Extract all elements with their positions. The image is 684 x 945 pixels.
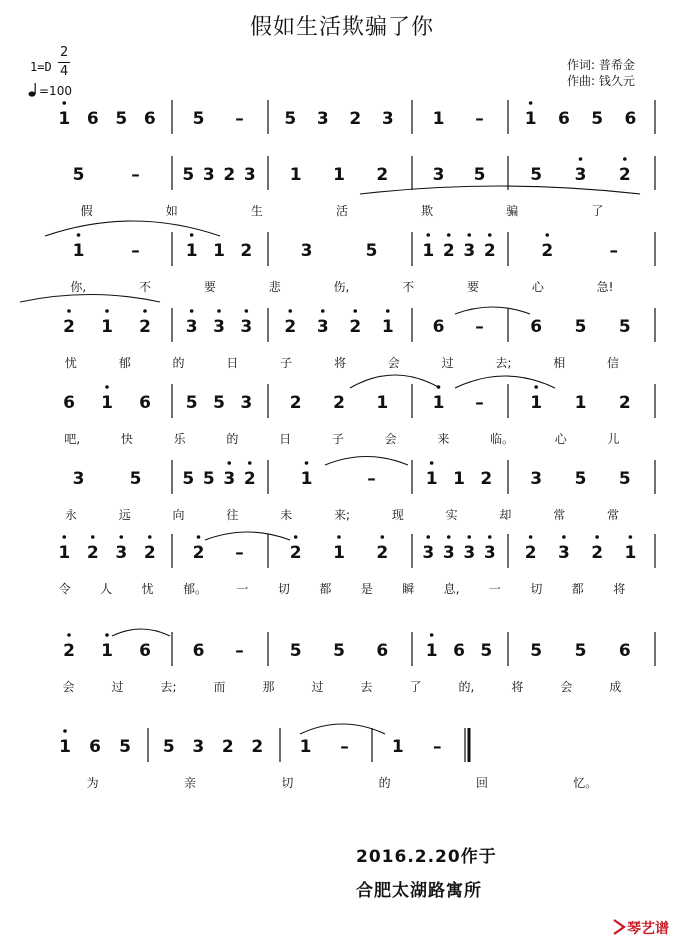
note: 6 bbox=[139, 393, 151, 413]
note: 2 bbox=[524, 543, 537, 563]
octave-dot bbox=[305, 461, 309, 465]
note: 6 bbox=[432, 317, 445, 337]
note: 5 bbox=[182, 165, 195, 185]
sustain-dash: – bbox=[475, 393, 484, 413]
octave-dot bbox=[545, 233, 549, 237]
note: 1 bbox=[59, 737, 71, 757]
note: 3 bbox=[432, 165, 445, 185]
octave-dot bbox=[119, 535, 123, 539]
note: 6 bbox=[557, 109, 570, 129]
note: 6 bbox=[63, 393, 75, 413]
note: 3 bbox=[557, 543, 570, 563]
note: 3 bbox=[483, 543, 496, 563]
note: 1 bbox=[299, 737, 312, 757]
note: 2 bbox=[591, 543, 604, 563]
lyrics-line: 你, 不 要 悲 伤, 不 要 心 急! bbox=[70, 280, 614, 294]
note: 3 bbox=[192, 737, 205, 757]
sustain-dash: – bbox=[475, 109, 484, 129]
note: 1 bbox=[376, 393, 389, 413]
note: 6 bbox=[530, 317, 543, 337]
octave-dot bbox=[62, 101, 66, 105]
note: 2 bbox=[284, 317, 297, 337]
time-signature-bottom: 4 bbox=[60, 64, 69, 79]
note: 2 bbox=[289, 543, 302, 563]
octave-dot bbox=[467, 535, 471, 539]
lyricist-credit: 作词: 普希金 bbox=[567, 58, 635, 72]
slur-arc bbox=[350, 375, 440, 388]
note: 5 bbox=[530, 641, 543, 661]
lyrics-line: 吧, 快 乐 的 日 子 会 来 临。 心 儿 bbox=[64, 432, 620, 446]
note: 3 bbox=[240, 393, 253, 413]
key-signature: 1=D bbox=[30, 60, 52, 74]
note: 3 bbox=[240, 317, 253, 337]
note: 6 bbox=[86, 109, 99, 129]
note: 2 bbox=[376, 543, 389, 563]
time-signature-top: 2 bbox=[60, 45, 69, 60]
note: 2 bbox=[63, 641, 75, 661]
octave-dot bbox=[447, 535, 451, 539]
octave-dot bbox=[488, 233, 492, 237]
sustain-dash: – bbox=[433, 737, 442, 757]
note: 5 bbox=[530, 165, 543, 185]
octave-dot bbox=[529, 101, 533, 105]
note: 2 bbox=[349, 109, 362, 129]
logo-icon bbox=[612, 918, 626, 940]
octave-dot bbox=[430, 633, 434, 637]
note: 5 bbox=[618, 317, 631, 337]
note: 1 bbox=[185, 241, 198, 261]
sustain-dash: – bbox=[235, 543, 244, 563]
note: 3 bbox=[213, 317, 225, 337]
sustain-dash: – bbox=[235, 109, 244, 129]
site-logo: 琴艺谱 bbox=[627, 921, 669, 937]
lyrics-line: 会 过 去; 而 那 过 去 了 的, 将 会 成 bbox=[62, 680, 622, 694]
note: 3 bbox=[316, 109, 329, 129]
slur-arc bbox=[112, 629, 170, 636]
octave-dot bbox=[288, 309, 292, 313]
note: 1 bbox=[425, 641, 438, 661]
octave-dot bbox=[148, 535, 152, 539]
sustain-dash: – bbox=[609, 241, 618, 261]
note: 5 bbox=[162, 737, 175, 757]
note: 2 bbox=[376, 165, 389, 185]
note: 5 bbox=[473, 165, 486, 185]
note: 1 bbox=[574, 393, 587, 413]
note: 1 bbox=[72, 241, 85, 261]
note: 1 bbox=[58, 109, 71, 129]
note: 3 bbox=[223, 469, 236, 489]
lyrics-line: 为 亲 切 的 回 忆。 bbox=[86, 776, 598, 790]
slur-arc bbox=[205, 532, 290, 540]
note: 5 bbox=[333, 641, 345, 661]
octave-dot bbox=[595, 535, 599, 539]
note: 2 bbox=[223, 165, 236, 185]
note: 5 bbox=[289, 641, 302, 661]
note: 1 bbox=[432, 109, 445, 129]
note: 2 bbox=[243, 469, 256, 489]
note: 5 bbox=[213, 393, 225, 413]
note: 3 bbox=[463, 241, 476, 261]
slur-arc bbox=[325, 457, 408, 466]
octave-dot bbox=[529, 535, 533, 539]
note: 1 bbox=[381, 317, 394, 337]
note: 5 bbox=[202, 469, 215, 489]
note: 2 bbox=[192, 543, 205, 563]
note: 2 bbox=[541, 241, 554, 261]
note: 5 bbox=[72, 165, 85, 185]
note: 6 bbox=[453, 641, 465, 661]
octave-dot bbox=[248, 461, 252, 465]
note: 2 bbox=[349, 317, 362, 337]
note: 5 bbox=[618, 469, 631, 489]
note: 1 bbox=[391, 737, 404, 757]
note: 5 bbox=[119, 737, 131, 757]
slur-arc bbox=[455, 376, 555, 388]
note: 6 bbox=[143, 109, 156, 129]
note: 2 bbox=[289, 393, 302, 413]
note: 1 bbox=[422, 241, 435, 261]
note: 6 bbox=[624, 109, 637, 129]
note: 3 bbox=[422, 543, 435, 563]
octave-dot bbox=[579, 157, 583, 161]
octave-dot bbox=[353, 309, 357, 313]
octave-dot bbox=[227, 461, 231, 465]
octave-dot bbox=[381, 535, 385, 539]
note: 2 bbox=[240, 241, 253, 261]
note: 2 bbox=[86, 543, 99, 563]
octave-dot bbox=[217, 309, 221, 313]
sustain-dash: – bbox=[235, 641, 244, 661]
note: 3 bbox=[300, 241, 313, 261]
sustain-dash: – bbox=[367, 469, 376, 489]
note: 1 bbox=[101, 393, 113, 413]
octave-dot bbox=[91, 535, 95, 539]
octave-dot bbox=[426, 535, 430, 539]
note: 3 bbox=[115, 543, 128, 563]
note: 3 bbox=[442, 543, 455, 563]
octave-dot bbox=[337, 535, 341, 539]
note: 2 bbox=[618, 393, 631, 413]
octave-dot bbox=[62, 535, 66, 539]
octave-dot bbox=[294, 535, 298, 539]
note: 5 bbox=[182, 469, 195, 489]
octave-dot bbox=[197, 535, 201, 539]
note: 1 bbox=[213, 241, 225, 261]
note: 5 bbox=[574, 317, 587, 337]
sustain-dash: – bbox=[475, 317, 484, 337]
octave-dot bbox=[386, 309, 390, 313]
octave-dot bbox=[105, 309, 109, 313]
slur-arc bbox=[20, 295, 160, 303]
note: 1 bbox=[300, 469, 313, 489]
slur-arc bbox=[45, 221, 220, 236]
note: 1 bbox=[101, 641, 113, 661]
note: 5 bbox=[185, 393, 198, 413]
octave-dot bbox=[629, 535, 633, 539]
lyrics-line: 令 人 忧 郁。 一 切 都 是 瞬 息, 一 切 都 将 bbox=[58, 582, 626, 596]
footer-date: 2016.2.20作于 bbox=[356, 847, 497, 867]
note: 5 bbox=[129, 469, 142, 489]
note: 5 bbox=[284, 109, 297, 129]
score-title: 假如生活欺骗了你 bbox=[249, 15, 434, 40]
note: 5 bbox=[591, 109, 604, 129]
note: 2 bbox=[63, 317, 75, 337]
octave-dot bbox=[63, 729, 67, 733]
note: 3 bbox=[243, 165, 256, 185]
note: 3 bbox=[530, 469, 543, 489]
sustain-dash: – bbox=[131, 241, 140, 261]
note: 1 bbox=[453, 469, 465, 489]
note: 5 bbox=[480, 641, 493, 661]
sustain-dash: – bbox=[131, 165, 140, 185]
note: 3 bbox=[185, 317, 198, 337]
slur-arc bbox=[360, 186, 640, 194]
note: 5 bbox=[574, 469, 587, 489]
note: 6 bbox=[89, 737, 101, 757]
note: 3 bbox=[316, 317, 329, 337]
octave-dot bbox=[562, 535, 566, 539]
note: 1 bbox=[289, 165, 302, 185]
note: 2 bbox=[333, 393, 345, 413]
note: 1 bbox=[333, 543, 345, 563]
octave-dot bbox=[534, 385, 538, 389]
octave-dot bbox=[426, 233, 430, 237]
octave-dot bbox=[105, 385, 109, 389]
octave-dot bbox=[190, 309, 194, 313]
note: 3 bbox=[463, 543, 476, 563]
note: 1 bbox=[530, 393, 543, 413]
note: 1 bbox=[101, 317, 113, 337]
lyrics-line: 忧 郁 的 日 子 将 会 过 去; 相 信 bbox=[64, 356, 620, 370]
note: 1 bbox=[425, 469, 438, 489]
note: 5 bbox=[115, 109, 128, 129]
octave-dot bbox=[488, 535, 492, 539]
composer-credit: 作曲: 钱久元 bbox=[567, 74, 635, 88]
sustain-dash: – bbox=[340, 737, 349, 757]
note: 1 bbox=[333, 165, 345, 185]
octave-dot bbox=[143, 309, 147, 313]
note: 6 bbox=[618, 641, 631, 661]
note: 1 bbox=[58, 543, 71, 563]
note: 1 bbox=[524, 109, 537, 129]
note: 5 bbox=[365, 241, 378, 261]
note: 6 bbox=[192, 641, 205, 661]
lyrics-line: 假 如 生 活 欺 骗 了 bbox=[80, 204, 604, 218]
octave-dot bbox=[77, 233, 81, 237]
octave-dot bbox=[447, 233, 451, 237]
footer-place: 合肥太湖路寓所 bbox=[356, 881, 482, 901]
note: 2 bbox=[480, 469, 493, 489]
note: 5 bbox=[574, 641, 587, 661]
octave-dot bbox=[321, 309, 325, 313]
note: 2 bbox=[618, 165, 631, 185]
note: 2 bbox=[143, 543, 156, 563]
note: 6 bbox=[376, 641, 389, 661]
octave-dot bbox=[67, 633, 71, 637]
note: 3 bbox=[72, 469, 85, 489]
note: 3 bbox=[381, 109, 394, 129]
slur-arc bbox=[455, 307, 530, 314]
note: 3 bbox=[574, 165, 587, 185]
octave-dot bbox=[467, 233, 471, 237]
octave-dot bbox=[245, 309, 249, 313]
note: 1 bbox=[432, 393, 445, 413]
note: 6 bbox=[139, 641, 151, 661]
note: 5 bbox=[192, 109, 205, 129]
note: 2 bbox=[221, 737, 234, 757]
note: 2 bbox=[251, 737, 264, 757]
octave-dot bbox=[430, 461, 434, 465]
lyrics-line: 永 远 向 往 未 来; 现 实 却 常 常 bbox=[64, 508, 620, 522]
note: 2 bbox=[139, 317, 151, 337]
note: 1 bbox=[624, 543, 637, 563]
octave-dot bbox=[623, 157, 627, 161]
note: 2 bbox=[483, 241, 496, 261]
note: 3 bbox=[202, 165, 215, 185]
octave-dot bbox=[105, 633, 109, 637]
note: 2 bbox=[442, 241, 455, 261]
tempo-mark: =100 bbox=[39, 84, 72, 98]
octave-dot bbox=[190, 233, 194, 237]
octave-dot bbox=[67, 309, 71, 313]
